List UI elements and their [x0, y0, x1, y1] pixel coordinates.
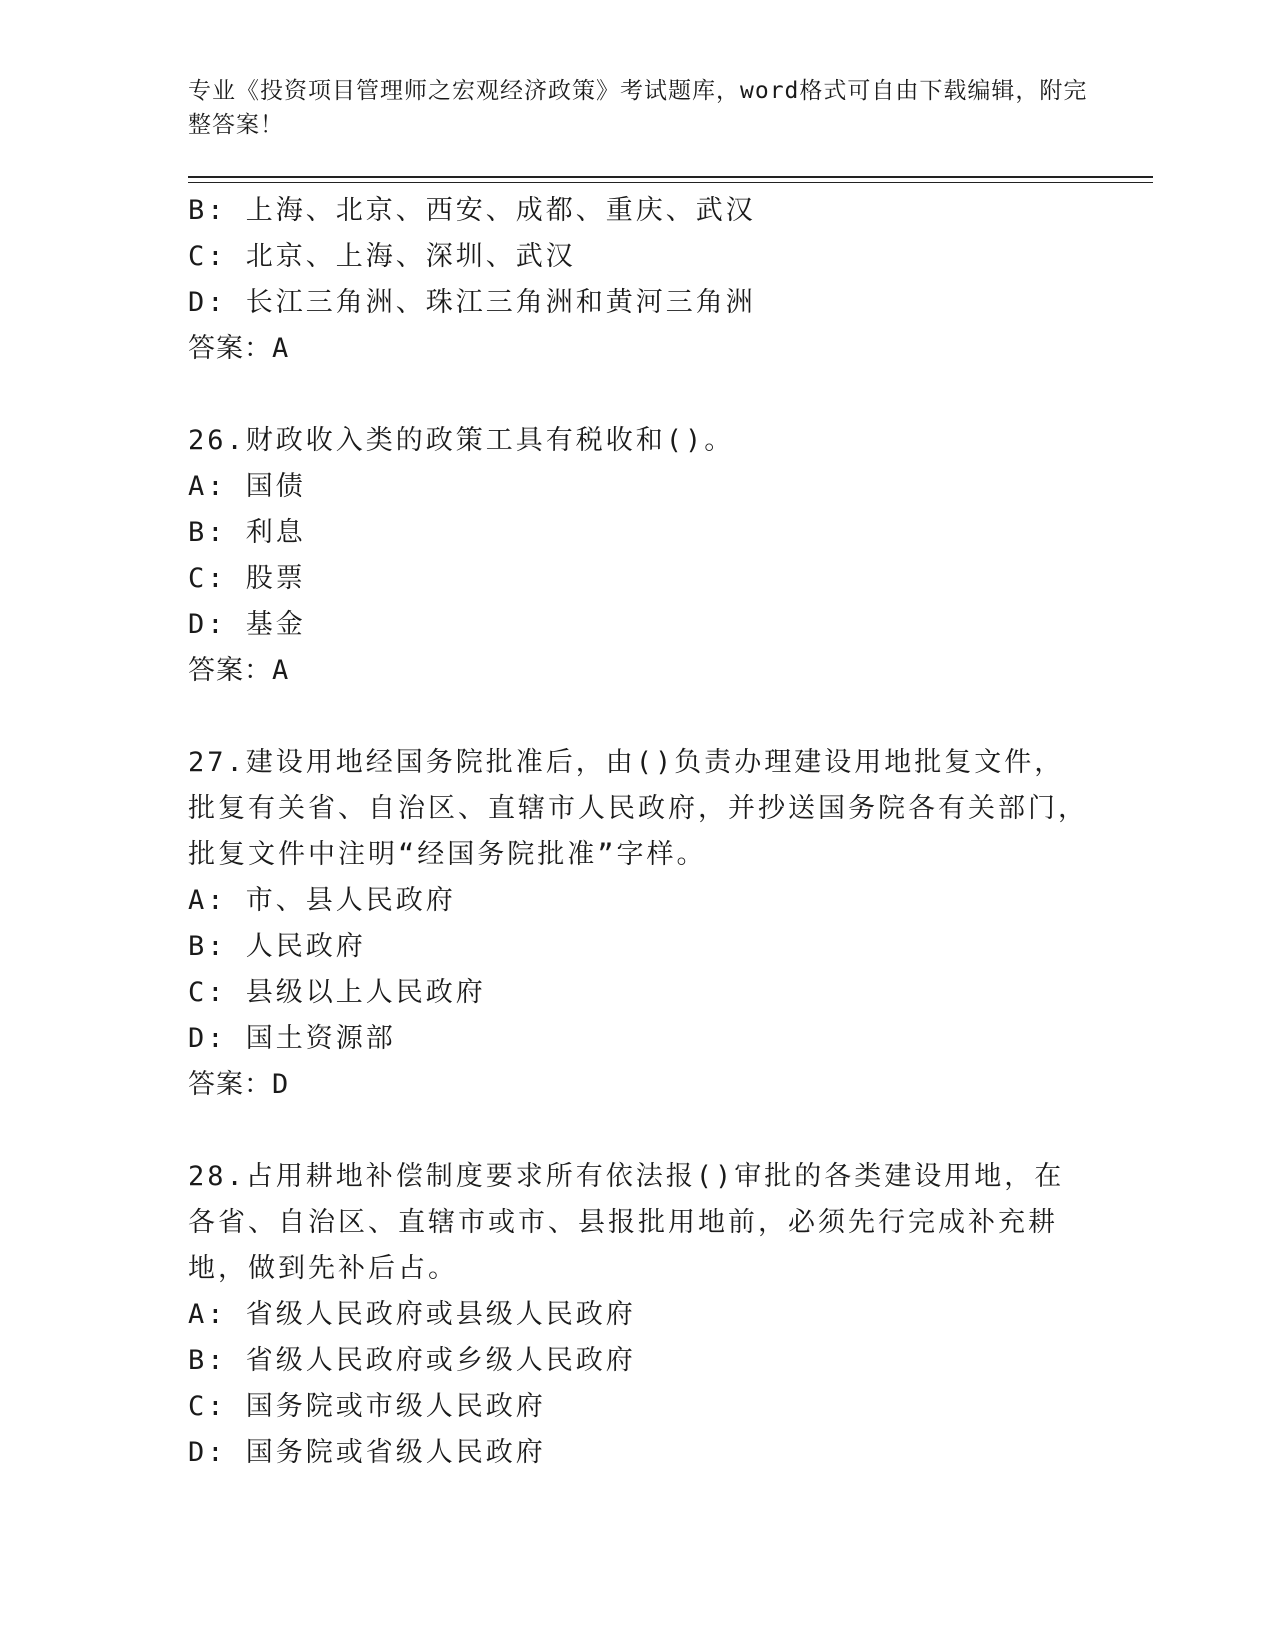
option-a: A: 省级人民政府或县级人民政府	[188, 1299, 636, 1330]
answer: 答案：A	[188, 655, 290, 686]
page-header: 专业《投资项目管理师之宏观经济政策》考试题库，word格式可自由下载编辑，附完整答案！	[188, 78, 1088, 138]
question-stem: 27.建设用地经国务院批准后，由()负责办理建设用地批复文件，批复有关省、自治区、直辖市人民政府，并抄送国务院各有关部门，批复文件中注明“经国务院批准”字样。	[188, 747, 1088, 870]
question-stem: 28.占用耕地补偿制度要求所有依法报()审批的各类建设用地，在各省、自治区、直辖市或市、县报批用地前，必须先行完成补充耕地，做到先补后占。	[188, 1161, 1065, 1284]
header-divider-thin	[188, 182, 1153, 183]
question-content	[188, 188, 1088, 1476]
option-c: C: 国务院或市级人民政府	[188, 1391, 546, 1422]
option-d: D: 国务院或省级人民政府	[188, 1437, 546, 1468]
question-26	[188, 418, 1088, 694]
option-d: D: 长江三角洲、珠江三角洲和黄河三角洲	[188, 287, 756, 318]
answer: 答案：A	[188, 333, 290, 364]
option-a: A: 市、县人民政府	[188, 885, 456, 916]
option-a: A: 国债	[188, 471, 306, 502]
question-stem: 26.财政收入类的政策工具有税收和()。	[188, 425, 735, 456]
header-divider	[188, 176, 1153, 178]
option-c: C: 北京、上海、深圳、武汉	[188, 241, 576, 272]
question-28	[188, 1154, 1088, 1476]
option-c: C: 县级以上人民政府	[188, 977, 486, 1008]
prev-question-block	[188, 188, 1088, 372]
answer: 答案：D	[188, 1069, 290, 1100]
option-b: B: 人民政府	[188, 931, 366, 962]
option-b: B: 利息	[188, 517, 306, 548]
option-c: C: 股票	[188, 563, 306, 594]
option-b: B: 省级人民政府或乡级人民政府	[188, 1345, 636, 1376]
option-d: D: 基金	[188, 609, 306, 640]
question-27	[188, 740, 1088, 1108]
option-b: B: 上海、北京、西安、成都、重庆、武汉	[188, 195, 756, 226]
option-d: D: 国土资源部	[188, 1023, 396, 1054]
